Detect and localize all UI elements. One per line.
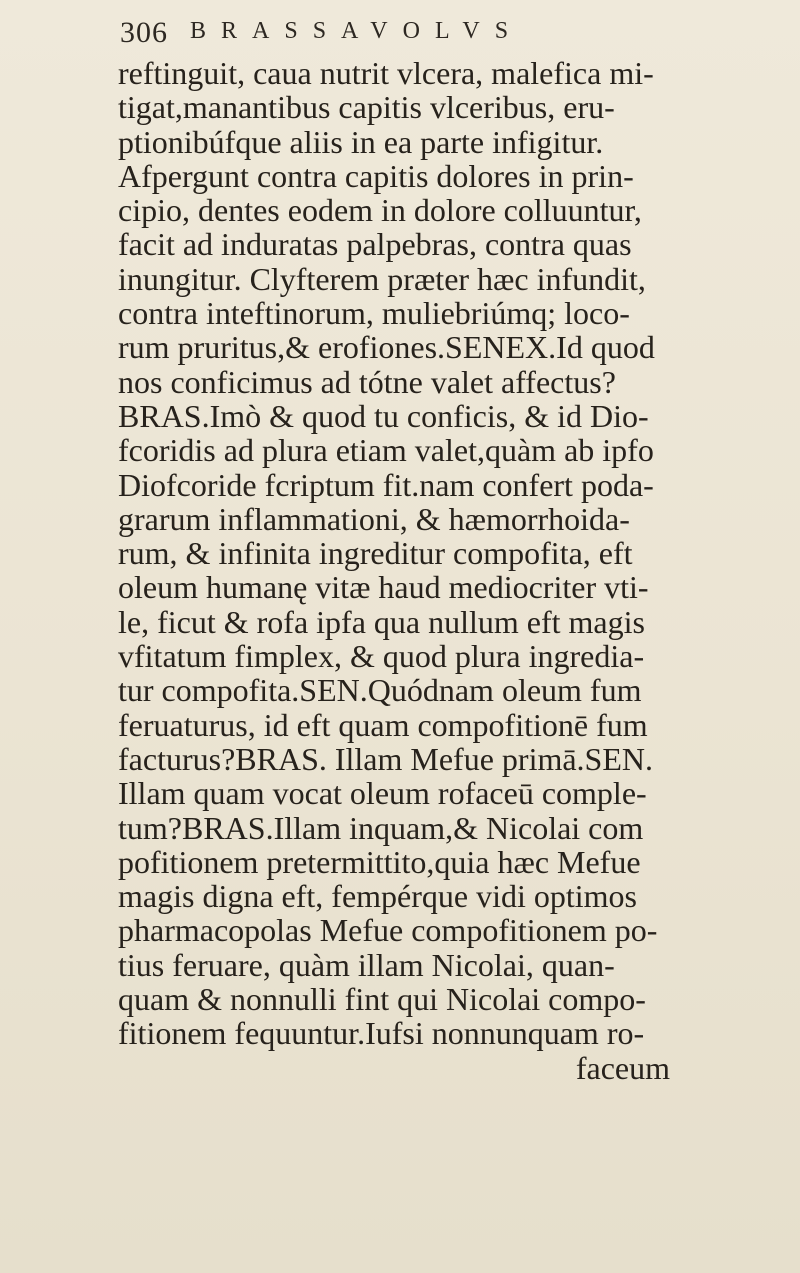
text-line: contra inteftinorum, muliebriúmq; loco- xyxy=(118,295,630,332)
text-line: tur compofita.SEN.Quódnam oleum fum xyxy=(118,672,642,709)
text-line: oleum humanę vitæ haud mediocriter vti- xyxy=(118,569,649,606)
text-line: reftinguit, caua nutrit vlcera, malefica mi- xyxy=(118,55,654,91)
text-line: fcoridis ad plura etiam valet,quàm ab ipfo xyxy=(118,432,654,469)
text-line: quam & nonnulli fint qui Nicolai compo- xyxy=(118,981,646,1018)
text-line: le, ficut & rofa ipfa qua nullum eft magis xyxy=(118,603,645,640)
text-line: Illam quam vocat oleum rofaceū comple- xyxy=(118,775,647,812)
text-line: grarum inflammationi, & hæmorrhoida- xyxy=(118,500,630,537)
text-line: inungitur. Clyfterem præter hæc infundit, xyxy=(118,260,646,297)
text-line: ptionibúfque aliis in ea parte infigitur. xyxy=(118,123,604,160)
text-line: rum pruritus,& erofiones.SENEX.Id quod xyxy=(118,329,655,366)
text-line: vfitatum fimplex, & quod plura ingredia- xyxy=(118,638,645,675)
text-line: magis digna eft, fempérque vidi optimos xyxy=(118,878,637,915)
page-header xyxy=(120,16,660,54)
catchword: faceum xyxy=(575,1049,670,1086)
text-line: pofitionem pretermittito,quia hæc Mefue xyxy=(118,843,641,880)
text-line: BRAS.Imò & quod tu conficis, & id Dio- xyxy=(118,397,649,434)
text-line: tigat,manantibus capitis vlceribus, eru- xyxy=(118,89,615,126)
body-text xyxy=(118,56,678,1085)
text-line: facturus?BRAS. Illam Mefue primā.SEN. xyxy=(118,740,653,777)
text-line: Afpergunt contra capitis dolores in prin- xyxy=(118,157,634,194)
text-line: cipio, dentes eodem in dolore colluuntur, xyxy=(118,192,642,229)
text-line: nos conficimus ad tótne valet affectus? xyxy=(118,363,616,400)
text-line: tum?BRAS.Illam inquam,& Nicolai com xyxy=(118,809,644,846)
text-line: rum, & infinita ingreditur compofita, eft xyxy=(118,535,633,572)
text-line: facit ad induratas palpebras, contra quas xyxy=(118,226,632,263)
text-line: pharmacopolas Mefue compofitionem po- xyxy=(118,912,658,949)
text-line: feruaturus, id eft quam compofitionē fum xyxy=(118,706,648,743)
page-number: 306 xyxy=(120,16,168,49)
text-line: Diofcoride fcriptum fit.nam confert poda- xyxy=(118,466,654,503)
text-line: fitionem fequuntur.Iufsi nonnunquam ro- xyxy=(118,1015,645,1052)
text-line: tius feruare, quàm illam Nicolai, quan- xyxy=(118,946,615,983)
running-head: BRASSAVOLVS xyxy=(190,18,524,44)
